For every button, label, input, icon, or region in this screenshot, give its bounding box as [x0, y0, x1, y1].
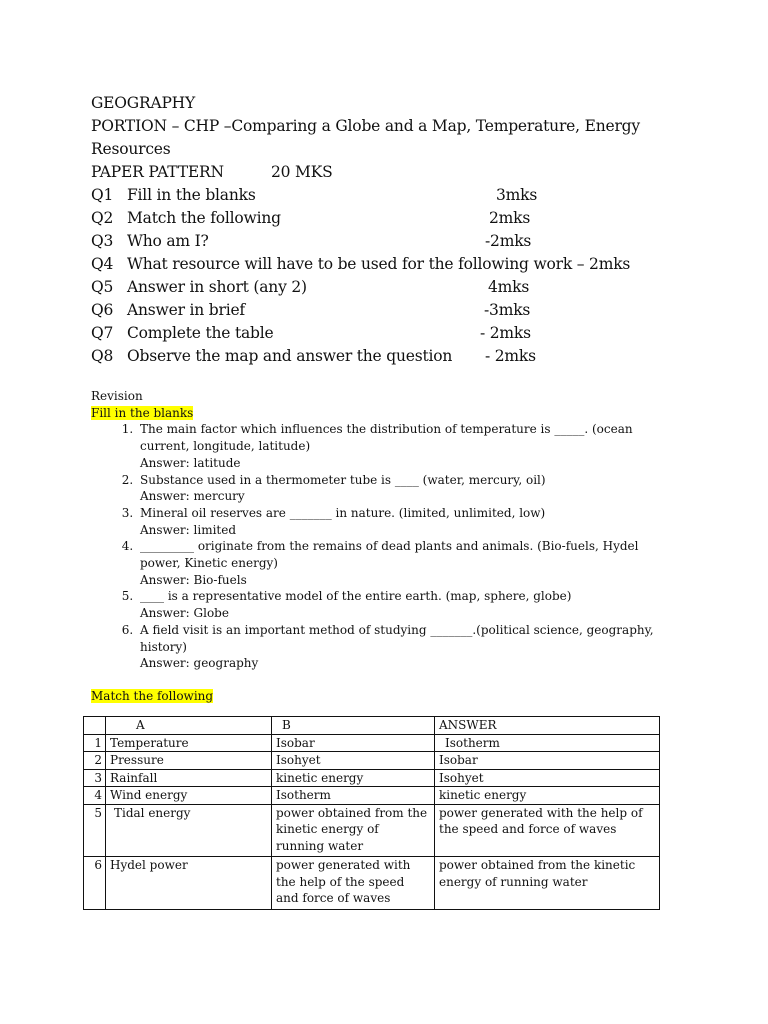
table-cell: Isobar [435, 752, 660, 770]
header-block [91, 92, 691, 368]
table-cell: Isohyet [272, 752, 435, 770]
table-row [84, 787, 660, 805]
table-header-cell [84, 717, 106, 735]
question-row [91, 276, 691, 299]
table-header-cell: B [272, 717, 435, 735]
question-text: Substance used in a thermometer tube is ____ (water, mercury, oil) [140, 472, 546, 487]
table-row [84, 752, 660, 770]
question-number: Q4 [91, 255, 114, 273]
revision-section [91, 388, 681, 672]
list-item [137, 505, 681, 538]
question-type: Observe the map and answer the question [127, 347, 453, 365]
question-type: Answer in brief [127, 301, 245, 319]
question-marks: 3mks [496, 186, 538, 204]
table-cell: Wind energy [106, 787, 272, 805]
question-marks: 4mks [488, 278, 530, 296]
table-cell: Rainfall [106, 769, 272, 787]
question-number: Q6 [91, 301, 114, 319]
paper-pattern-label: PAPER PATTERN [91, 163, 224, 181]
table-cell: Isotherm [435, 734, 660, 752]
question-marks: - 2mks [480, 324, 531, 342]
table-cell: power generated with the help of the speed and force of waves [435, 804, 660, 857]
table-cell: kinetic energy [272, 769, 435, 787]
list-item [137, 472, 681, 505]
question-row [91, 207, 691, 230]
table-header-cell: A [106, 717, 272, 735]
question-number: Q7 [91, 324, 114, 342]
list-item [137, 538, 681, 588]
paper-pattern-line [91, 161, 691, 184]
question-type: Who am I? [127, 232, 209, 250]
table-row [84, 857, 660, 910]
table-cell: Pressure [106, 752, 272, 770]
question-row [91, 184, 691, 207]
revision-title: Revision [91, 389, 143, 403]
portion-line: PORTION – CHP –Comparing a Globe and a Map, Temperature, Energy Resources [91, 117, 640, 158]
question-marks: -3mks [484, 301, 531, 319]
answer-text: Answer: Globe [140, 606, 229, 621]
question-number: Q1 [91, 186, 114, 204]
paper-pattern-marks: 20 MKS [271, 163, 333, 181]
answer-text: Answer: Bio-fuels [140, 572, 247, 587]
match-section-heading: Match the following [91, 689, 214, 703]
question-type: What resource will have to be used for the following work – 2mks [127, 255, 631, 273]
table-row [84, 804, 660, 857]
question-row [91, 230, 691, 253]
list-item [137, 622, 681, 672]
question-number: Q2 [91, 209, 114, 227]
table-cell: power obtained from the kinetic energy of running water [272, 804, 435, 857]
answer-text: Answer: limited [140, 522, 237, 537]
table-cell: power obtained from the kinetic energy of running water [435, 857, 660, 910]
question-text: Mineral oil reserves are _______ in nature. (limited, unlimited, low) [140, 505, 546, 520]
table-row [84, 734, 660, 752]
table-header-cell: ANSWER [435, 717, 660, 735]
list-item [137, 588, 681, 621]
list-item [137, 421, 681, 471]
question-number: Q5 [91, 278, 114, 296]
table-cell: Temperature [106, 734, 272, 752]
answer-text: Answer: geography [140, 656, 259, 671]
table-cell: Hydel power [106, 857, 272, 910]
question-text: ____ is a representative model of the entire earth. (map, sphere, globe) [140, 589, 572, 604]
question-number: Q3 [91, 232, 114, 250]
table-cell: 6 [84, 857, 106, 910]
answer-text: Answer: mercury [140, 489, 245, 504]
table-cell: 4 [84, 787, 106, 805]
question-type: Answer in short (any 2) [127, 278, 307, 296]
question-type: Match the following [127, 209, 281, 227]
question-number: Q8 [91, 347, 114, 365]
table-cell: Isobar [272, 734, 435, 752]
table-cell: 5 [84, 804, 106, 857]
fill-blanks-heading: Fill in the blanks [91, 405, 194, 420]
fill-blanks-list [91, 421, 681, 672]
question-row [91, 299, 691, 322]
question-row [91, 253, 691, 276]
question-text: The main factor which influences the distribution of temperature is _____. (ocean current, longitude, latitude) [140, 422, 633, 454]
question-type: Complete the table [127, 324, 274, 342]
question-marks: - 2mks [485, 347, 536, 365]
answer-text: Answer: latitude [140, 455, 241, 470]
table-row [84, 769, 660, 787]
question-type: Fill in the blanks [127, 186, 256, 204]
table-cell: power generated with the help of the speed and force of waves [272, 857, 435, 910]
question-text: _________ originate from the remains of dead plants and animals. (Bio-fuels, Hydel power, Kinetic energy) [140, 539, 639, 571]
table-cell: Isotherm [272, 787, 435, 805]
table-cell: kinetic energy [435, 787, 660, 805]
question-marks: -2mks [485, 232, 532, 250]
question-text: A field visit is an important method of studying _______.(political science, geography, history) [140, 622, 654, 654]
table-cell: 2 [84, 752, 106, 770]
subject-title: GEOGRAPHY [91, 94, 196, 112]
table-cell: Isohyet [435, 769, 660, 787]
table-cell: Tidal energy [106, 804, 272, 857]
question-row [91, 345, 691, 368]
table-header-row [84, 717, 660, 735]
question-pattern-list [91, 184, 691, 368]
table-cell: 3 [84, 769, 106, 787]
table-cell: 1 [84, 734, 106, 752]
question-marks: 2mks [489, 209, 531, 227]
question-row [91, 322, 691, 345]
match-table [83, 716, 660, 910]
